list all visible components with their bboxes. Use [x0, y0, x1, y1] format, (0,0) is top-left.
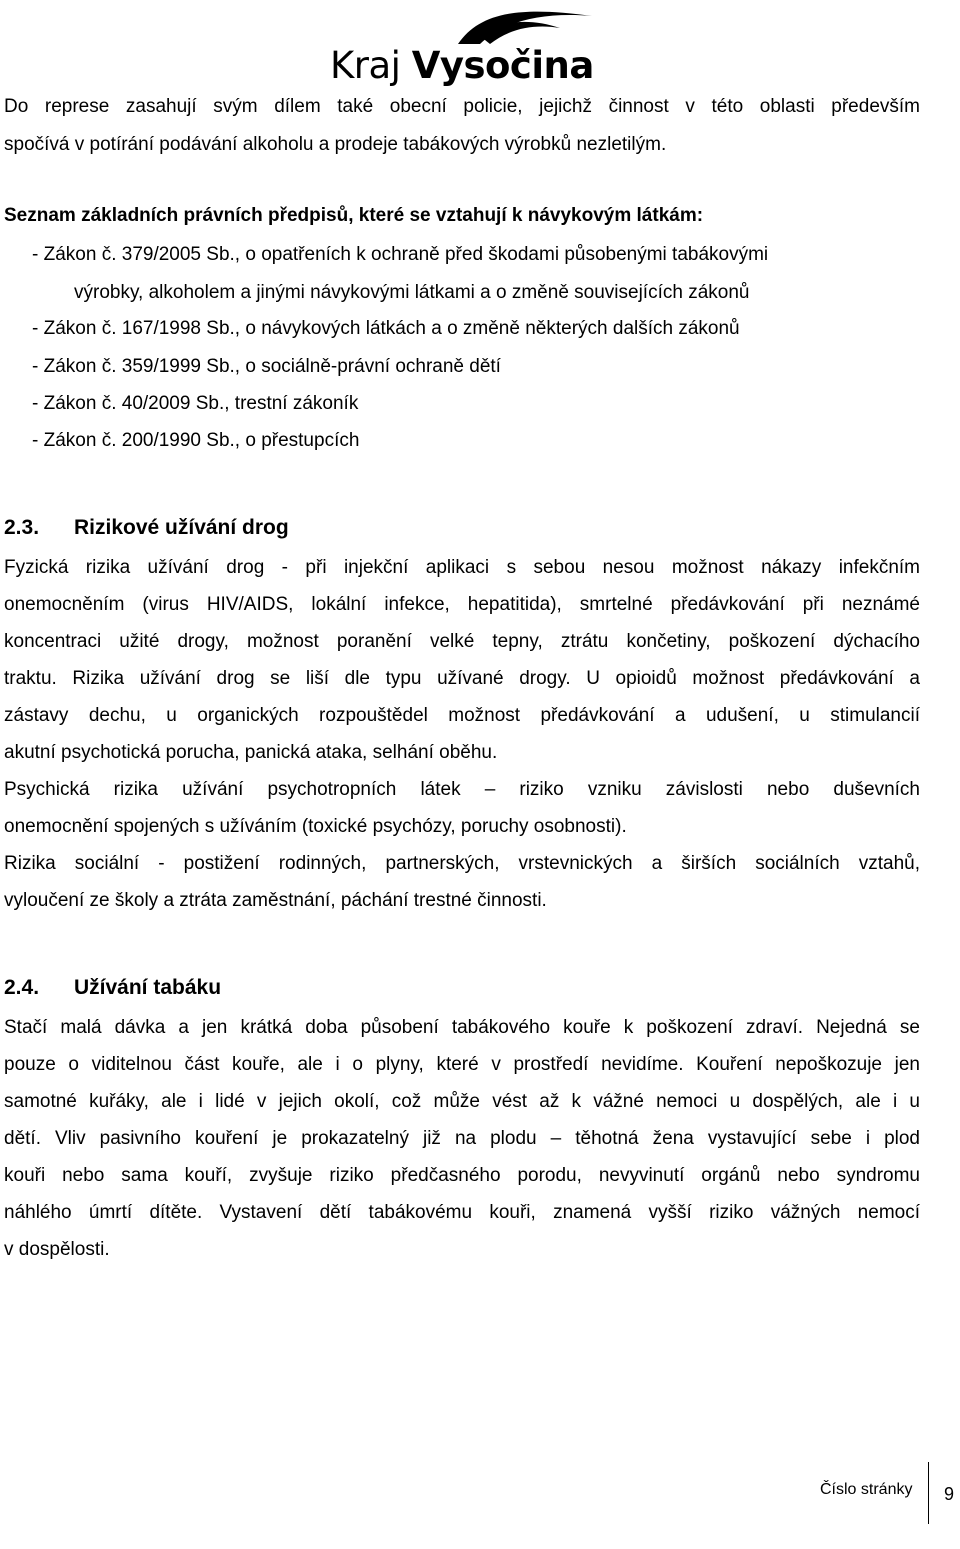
- section-2-3-line: Rizika sociální - postižení rodinných, partnerských, vrstevnických a širších sociálních vztahů,: [4, 853, 920, 874]
- section-2-3-line: traktu. Rizika užívání drog se liší dle typu užívané drogy. U opioidů možnost předávkování a: [4, 668, 920, 689]
- section-2-4-line: náhlého úmrtí dítěte. Vystavení dětí tabákovému kouři, znamená vyšší riziko vážných nemocí: [4, 1202, 920, 1223]
- logo-wordmark: [330, 46, 594, 86]
- section-2-3-line: Psychická rizika užívání psychotropních látek – riziko vzniku závislosti nebo duševních: [4, 779, 920, 800]
- section-2-4-line: v dospělosti.: [4, 1239, 110, 1260]
- section-2-3-line: akutní psychotická porucha, panická ataka, selhání oběhu.: [4, 742, 498, 763]
- legal-item: - Zákon č. 40/2009 Sb., trestní zákoník: [32, 393, 359, 414]
- legal-item: - Zákon č. 359/1999 Sb., o sociálně-právní ochraně dětí: [32, 356, 501, 377]
- footer-divider: [928, 1462, 929, 1524]
- page-number-label: Číslo stránky: [820, 1481, 913, 1498]
- legal-item-continuation: výrobky, alkoholem a jinými návykovými látkami a o změně souvisejících zákonů: [74, 282, 750, 303]
- logo-kraj: Kraj: [330, 44, 401, 87]
- section-2-4-title: Užívání tabáku: [74, 976, 222, 999]
- section-2-3-line: koncentraci užité drogy, možnost poranění velké tepny, ztrátu končetiny, poškození dýchacího: [4, 631, 920, 652]
- section-2-3-line: onemocněním (virus HIV/AIDS, lokální infekce, hepatitida), smrtelné předávkování při neznámé: [4, 594, 920, 615]
- section-2-3-title: Rizikové užívání drog: [74, 516, 289, 539]
- legal-heading: Seznam základních právních předpisů, které se vztahují k návykovým látkám:: [4, 205, 704, 226]
- intro-line-1: Do represe zasahují svým dílem také obecní policie, jejichž činnost v této oblasti především: [4, 96, 920, 117]
- section-2-3-line: Fyzická rizika užívání drog - při injekční aplikaci s sebou nesou možnost nákazy infekčním: [4, 557, 920, 578]
- logo-vysocina: Vysočina: [411, 44, 594, 87]
- kraj-vysocina-logo: [330, 4, 592, 86]
- legal-item: - Zákon č. 379/2005 Sb., o opatřeních k ochraně před škodami působenými tabákovými: [32, 244, 769, 265]
- section-2-4-number: 2.4.: [4, 976, 40, 999]
- section-2-3-line: onemocnění spojených s užíváním (toxické psychózy, poruchy osobnosti).: [4, 816, 627, 837]
- legal-item: - Zákon č. 200/1990 Sb., o přestupcích: [32, 430, 360, 451]
- intro-line-2: spočívá v potírání podávání alkoholu a prodeje tabákových výrobků nezletilým.: [4, 134, 667, 155]
- section-2-3-line: zástavy dechu, u organických rozpouštědel možnost předávkování a udušení, u stimulancií: [4, 705, 920, 726]
- section-2-4-line: samotné kuřáky, ale i lidé v jejich okolí, což může vést až k vážné nemoci u dospělých, ale i u: [4, 1091, 920, 1112]
- page-number: 9: [944, 1484, 955, 1504]
- section-2-4-line: dětí. Vliv pasivního kouření je prokazatelný již na plodu – těhotná žena vystavující sebe i plod: [4, 1128, 920, 1149]
- section-2-4-line: Stačí malá dávka a jen krátká doba působení tabákového kouře k poškození zdraví. Nejedná se: [4, 1017, 920, 1038]
- section-2-4-line: kouři nebo sama kouří, zvyšuje riziko předčasného porodu, nevyvinutí orgánů nebo syndromu: [4, 1165, 920, 1186]
- section-2-4-line: pouze o viditelnou část kouře, ale i o plyny, které v prostředí nevidíme. Kouření nepoškozuje jen: [4, 1054, 920, 1075]
- section-2-3-number: 2.3.: [4, 516, 40, 539]
- legal-item: - Zákon č. 167/1998 Sb., o návykových látkách a o změně některých dalších zákonů: [32, 318, 740, 339]
- section-2-3-line: vyloučení ze školy a ztráta zaměstnání, páchání trestné činnosti.: [4, 890, 547, 911]
